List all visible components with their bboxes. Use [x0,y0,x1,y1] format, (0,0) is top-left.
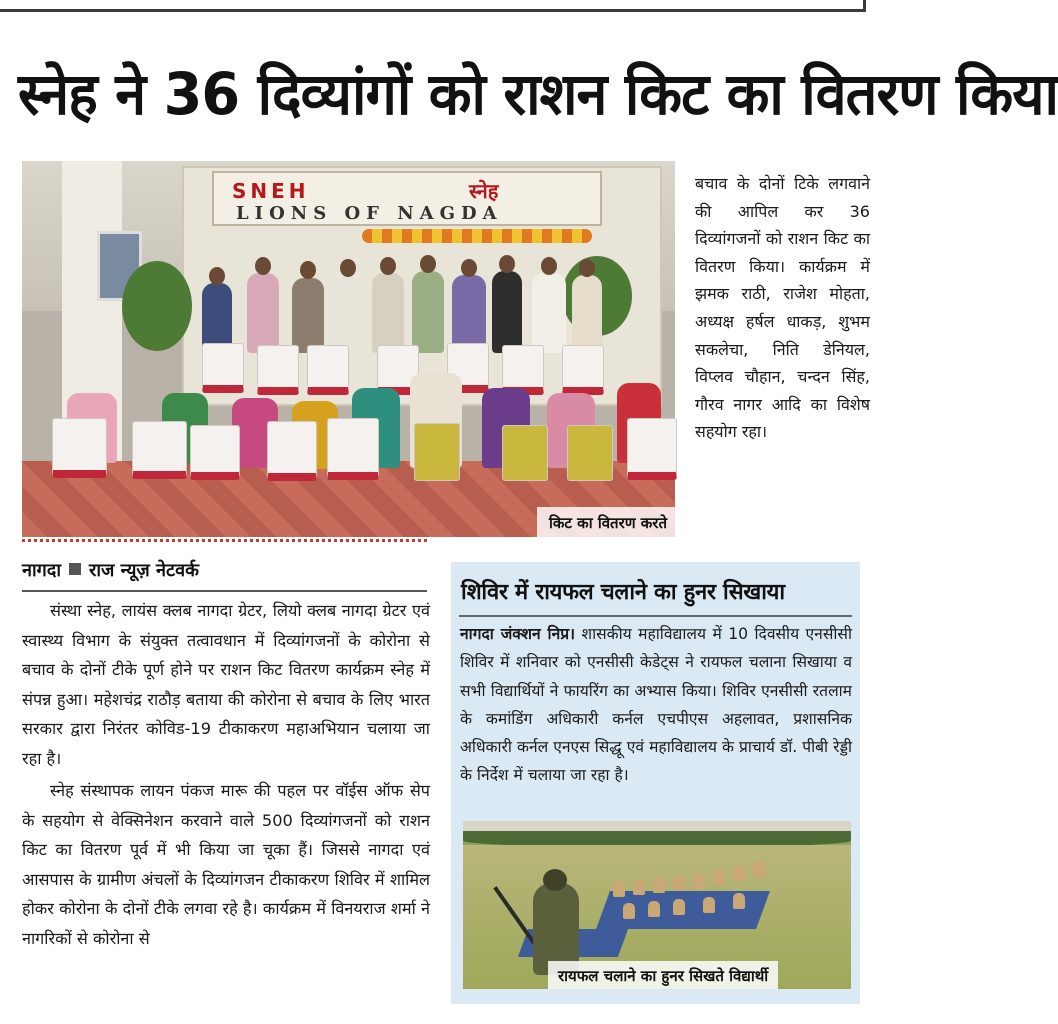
person [247,273,279,353]
byline [22,558,199,582]
sign-lions-of-nagda: LIONS OF NAGDA [236,203,503,224]
headline: स्नेह ने 36 दिव्यांगों को राशन किट का वितरण किया [18,60,1058,128]
byline-network: राज न्यूज़ नेटवर्क [89,560,199,581]
photo-garland [362,229,592,243]
cadet [753,861,765,877]
byline-place: नागदा [22,560,62,581]
ration-kit-bag [627,418,677,480]
person-head [209,267,225,285]
cadet [633,879,645,895]
ration-kit-bag [132,421,187,479]
person [412,271,444,353]
photo-group-people [42,253,662,483]
photo-sign-board [212,171,602,226]
person [452,275,486,353]
person-head [499,255,515,273]
person [332,275,364,353]
person-head [300,261,316,279]
cadet [648,901,660,917]
story-paragraph: स्नेह संस्थापक लायन पंकज मारू की पहल पर वॉईस ऑफ सेप के सहयोग से वेक्सिनेशन करवाने वाले 500 दिव्यांगजनों को राशन किट का वितरण पूर्व में भी किया जा चूका हैं। जिससे नागदा एवं आसपास के ग्रामीण अंचलों के दिव्यांगजन टीकाकरण शिविर में शामिल होकर कोरोना के दोनों टीके लगवा रहे है। कार्यक्रम में विनयराज शर्मा ने नागरिकों से कोरोना से [22,781,430,948]
story-paragraph: संस्था स्नेह, लायंस क्लब नागदा ग्रेटर, लियो क्लब नागदा ग्रेटर एवं स्वास्थ्य विभाग के संयुक्त तत्वावधान में दिव्यांगजनों के कोरोना से बचाव के दोनों टीके पूर्ण होने पर राशन किट वितरण कार्यक्रम स्नेह में संपन्न हुआ। महेशचंद्र राठौड़ बताया की कोरोना से बचाव के लिए भारत सरकार द्वारा निरंतर कोविड-19 टीकाकरण महाअभियान चलाया जा रहा है। [22,601,430,768]
person-head [255,257,271,275]
cadet [673,899,685,915]
shivir-body: शासकीय महाविद्यालय में 10 दिवसीय एनसीसी शिविर में शनिवार को एनसीसी केडेट्स ने रायफल चलाना सिखाया व सभी विद्यार्थियों ने फायरिंग का अभ्यास किया। शिविर एनसीसी रतलाम के कमांडिंग अधिकारी कर्नल एचपीएस अहलावत, प्रशासनिक अधिकारी कर्नल एनएस सिद्धू एवं महाविद्यालय के प्राचार्य डॉ. पीबी रेड्डी के निर्देश में चलाया जा रहा है। [460,625,852,785]
person [292,278,324,353]
shivir-story [460,620,852,790]
rifle-photo-caption: रायफल चलाने का हुनर सिखते विद्यार्थी [548,961,778,989]
shivir-rule [459,615,852,617]
person-head [340,259,356,277]
cadet [623,903,635,919]
cadet [733,893,745,909]
person [372,273,404,353]
person [492,271,522,353]
main-photo-caption: किट का वितरण करते [537,507,675,537]
person-head [579,259,595,277]
byline-rule [22,590,427,592]
ration-kit-bag [257,345,299,395]
sign-sneh-hindi: स्नेह [469,179,499,203]
person-head [541,257,557,275]
person-head [420,255,436,273]
ration-kit-bag [307,345,349,395]
main-story [22,596,430,956]
ration-kit-bag [567,425,613,481]
sign-sneh-english: SNEH [232,179,310,203]
shivir-news-box [451,562,860,1004]
ration-kit-bag [267,421,317,481]
cadet [613,881,625,897]
cadet [703,897,715,913]
top-border-rule [0,0,866,12]
ration-kit-bag [52,418,107,478]
person [532,273,566,353]
right-column-story: बचाव के दोनों टिके लगवाने की आपिल कर 36 दिव्यांगजनों को राशन किट का वितरण किया। कार्यक्रम में झमक राठी, राजेश मोहता, अध्यक्ष हर्षल धाकड़, शुभम सकलेचा, निति डेनियल, विप्लव चौहान, चन्दन सिंह, गौरव नागर आदि का विशेष सहयोग रहा। [695,174,870,442]
dotted-divider [22,539,427,542]
shivir-dateline: नागदा जंक्शन निप्र। [460,625,576,643]
person-head [461,259,477,277]
ration-kit-bag [327,418,379,480]
cadet [673,875,685,891]
cadet [693,873,705,889]
person-head [380,257,396,275]
ration-kit-bag [202,343,244,393]
soldier-head [543,869,567,891]
ration-kit-bag [562,345,604,395]
cadet [733,865,745,881]
ration-kit-bag [414,423,460,481]
cadet [653,877,665,893]
cadet [713,869,725,885]
ration-kit-bag [502,425,548,481]
rifle-training-photo [463,821,851,989]
person [572,275,602,353]
shivir-headline: शिविर में रायफल चलाने का हुनर सिखाया [461,580,785,605]
ration-kit-bag [190,425,240,480]
square-bullet-icon [69,563,81,575]
main-news-photo [22,161,675,537]
